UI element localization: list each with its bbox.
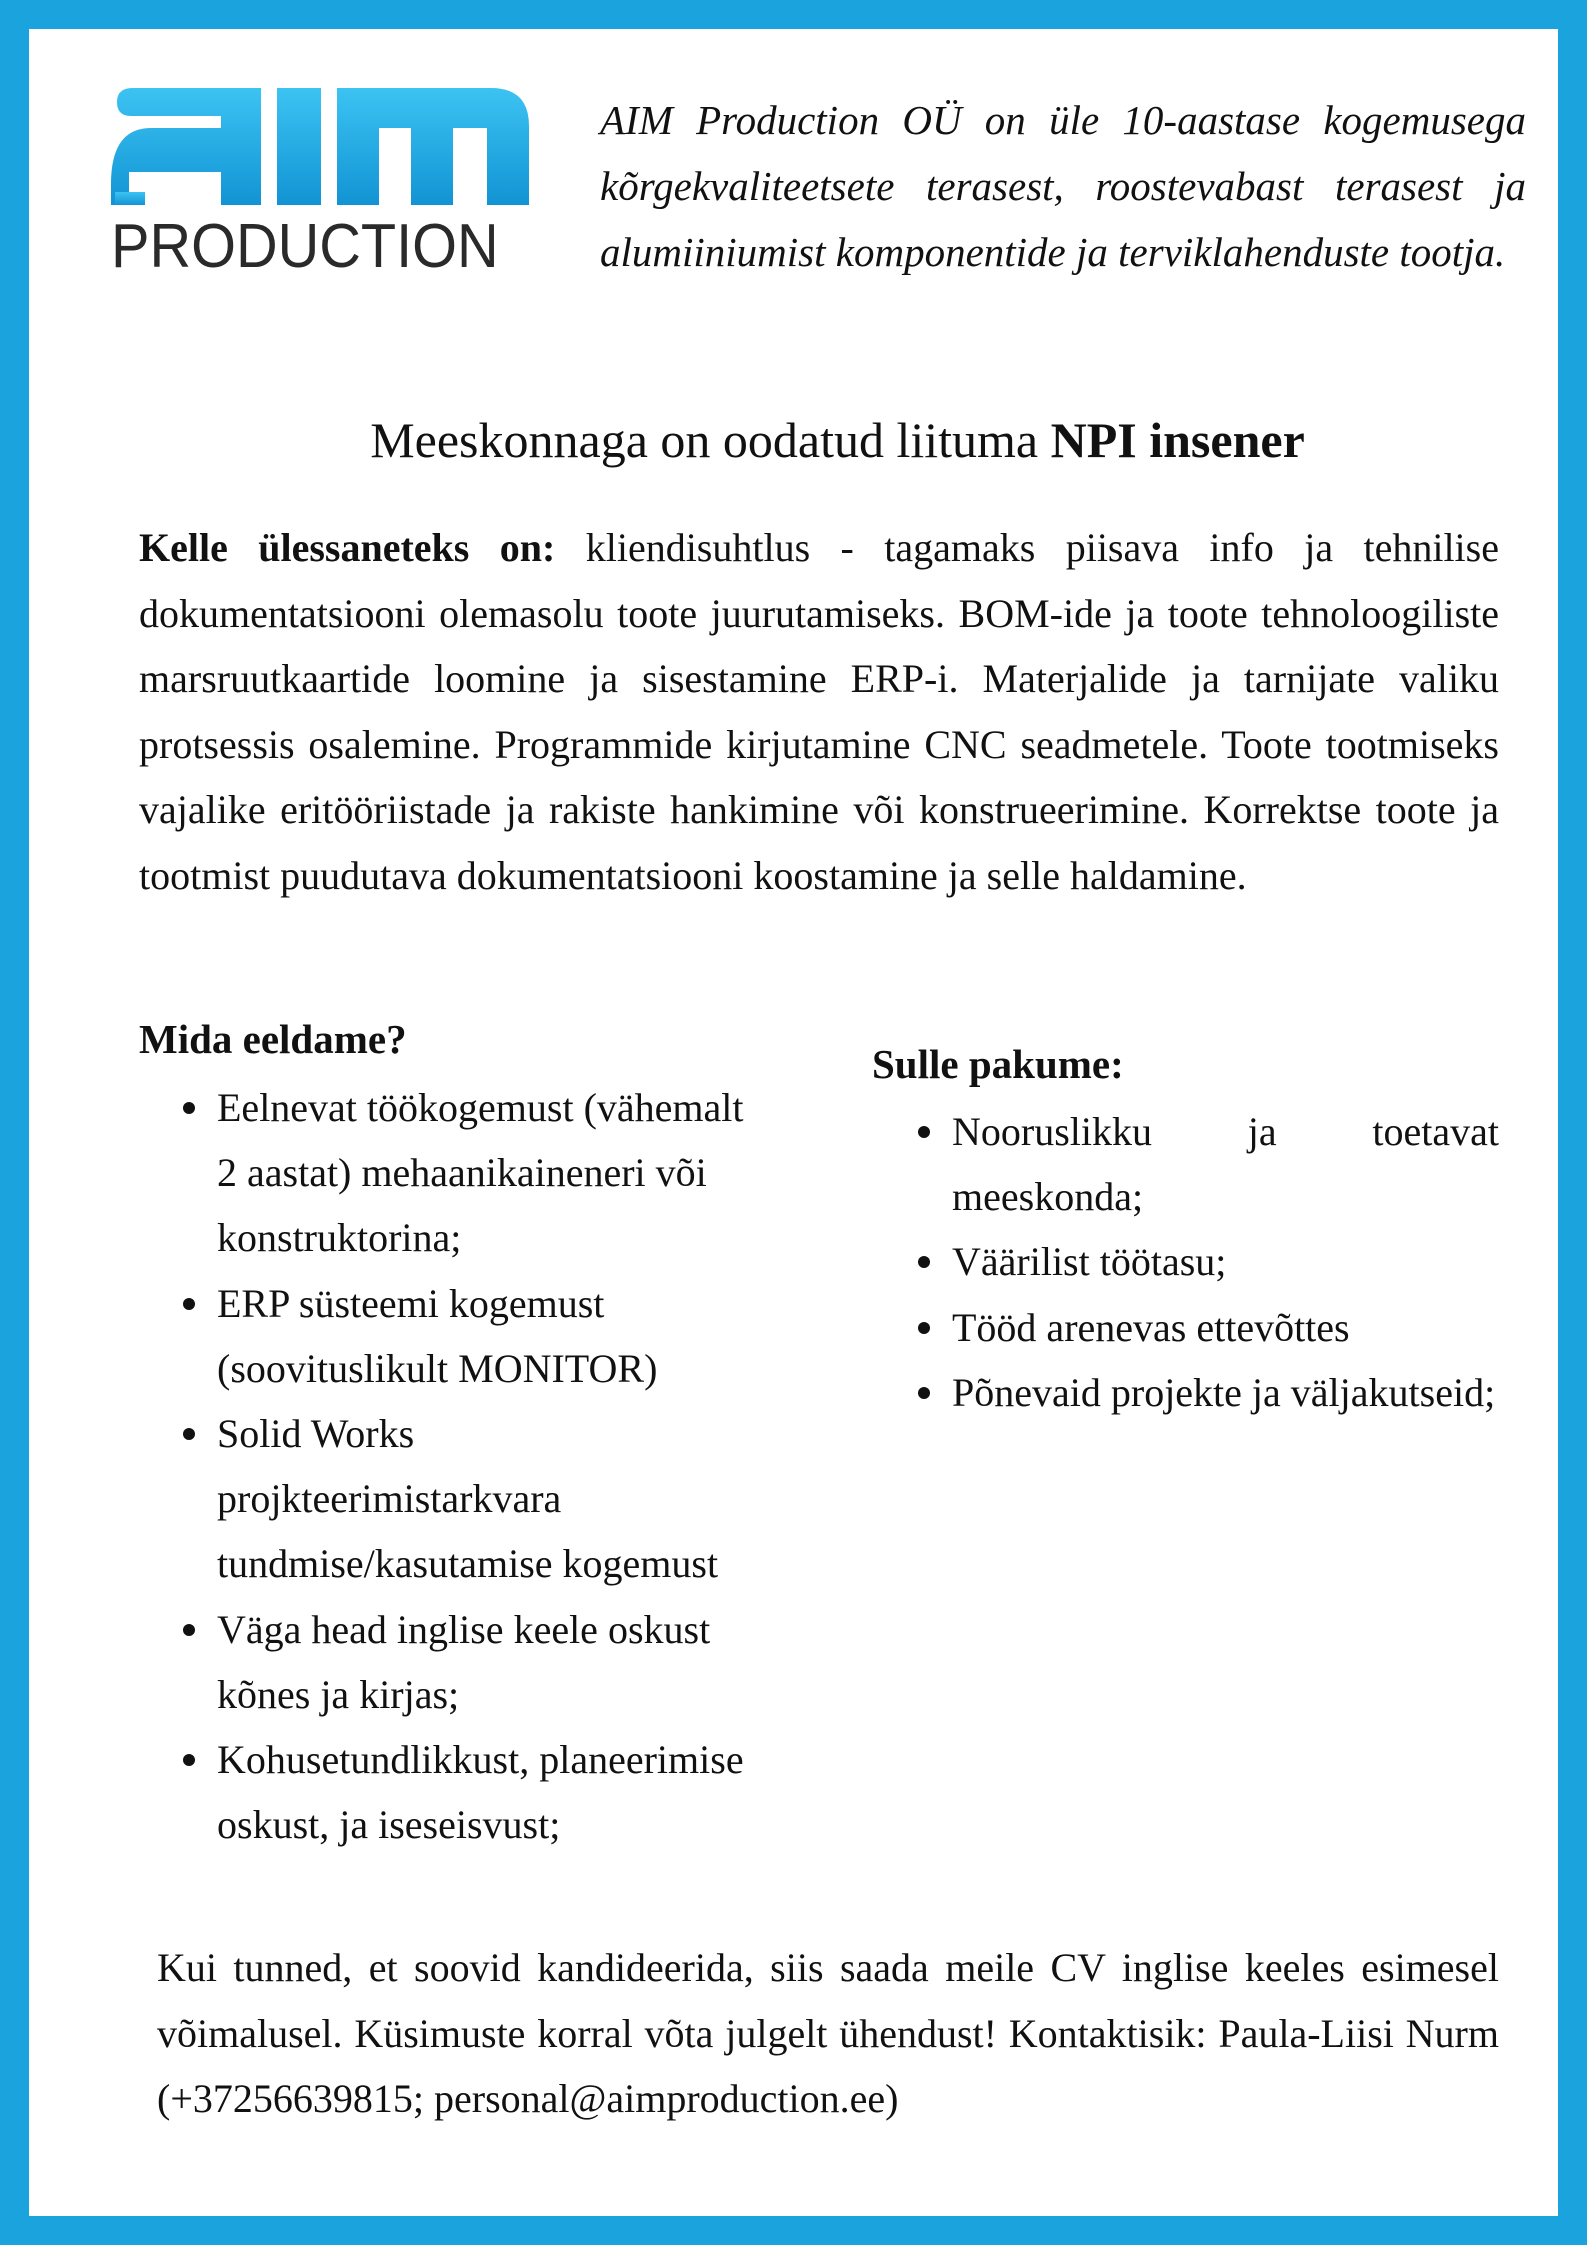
bullet-icon	[918, 1387, 930, 1399]
requirement-item	[139, 1597, 839, 1727]
offer-list	[896, 1099, 1499, 1425]
bullet-icon	[183, 1298, 195, 1310]
requirement-line: 2 aastat) mehaanikaineneri või	[217, 1150, 707, 1196]
aim-logo-mark	[111, 88, 531, 208]
offer-item	[896, 1099, 1499, 1229]
bullet-icon	[918, 1126, 930, 1138]
requirement-item	[139, 1271, 839, 1401]
requirement-line: ERP süsteemi kogemust	[217, 1280, 605, 1326]
offer-text: Tööd arenevas ettevõttes	[952, 1304, 1350, 1350]
requirement-item	[139, 1401, 839, 1597]
requirement-line: konstruktorina;	[217, 1215, 462, 1261]
closing-paragraph: Kui tunned, et soovid kandideerida, siis saada meile CV inglise keeles esimesel võimalusel. Küsimuste korral võta julgelt ühendust! Kontaktisik: Paula-Liisi Nurm (+37256639815; personal@aimproduction.ee)	[157, 1945, 1499, 2121]
heading-prefix: Meeskonnaga on oodatud liituma	[370, 412, 1051, 468]
requirement-line: oskust, ja iseseisvust;	[217, 1802, 561, 1848]
logo-wordmark: PRODUCTION	[111, 212, 499, 281]
offer-item	[896, 1229, 1499, 1294]
requirement-line: (soovituslikult MONITOR)	[217, 1345, 658, 1391]
requirement-line: kõnes ja kirjas;	[217, 1671, 460, 1717]
offer-text: Nooruslikku ja toetavat meeskonda;	[952, 1109, 1499, 1220]
requirement-line: Väga head inglise keele oskust	[217, 1606, 711, 1652]
bullet-icon	[183, 1754, 195, 1766]
job-position-title: NPI insener	[1050, 412, 1305, 468]
requirement-line: Eelnevat töökogemust (vähemalt	[217, 1085, 744, 1130]
job-heading	[29, 405, 1587, 475]
bullet-icon	[918, 1322, 930, 1334]
offer-item	[896, 1295, 1499, 1360]
company-logo	[111, 88, 531, 283]
requirement-line: Solid Works	[217, 1411, 415, 1457]
offer-text: Põnevaid projekte ja väljakutseid;	[952, 1369, 1496, 1415]
bullet-icon	[183, 1624, 195, 1636]
duties-label: Kelle ülessaneteks on:	[139, 525, 556, 570]
duties-text: kliendisuhtlus - tagamaks piisava info ja tehnilise dokumentatsiooni olemasolu toote juurutamiseks. BOM-ide ja toote tehnoloogiliste marsruutkaartide loomine ja sisestamine ERP-i. Materjalide ja tarnijate valiku protsessis osalemine. Programmide kirjutamine CNC seadmetele. Toote tootmiseks vajalike eritööriistade ja rakiste hankimine või konstrueerimine. Korrektse toote ja tootmist puudutava dokumentatsiooni koostamine ja selle haldamine.	[139, 525, 1499, 898]
requirement-item	[139, 1075, 839, 1271]
requirement-line: tundmise/kasutamise kogemust	[217, 1541, 719, 1587]
offer-text: Väärilist töötasu;	[952, 1239, 1227, 1285]
bullet-icon	[183, 1428, 195, 1440]
offer-item	[896, 1360, 1499, 1425]
requirements-list	[139, 1075, 839, 1857]
bullet-icon	[183, 1102, 195, 1114]
offer-title: Sulle pakume:	[872, 1041, 1124, 1087]
bullet-icon	[918, 1256, 930, 1268]
duties-paragraph	[139, 515, 1499, 908]
requirements-title: Mida eeldame?	[139, 1016, 407, 1062]
requirement-item	[139, 1727, 839, 1857]
company-intro: AIM Production OÜ on üle 10-aastase kogemusega kõrgekvaliteetsete terasest, roostevabast terasest ja alumiiniumist komponentide ja terviklahenduste tootja.	[600, 97, 1526, 275]
requirement-line: projkteerimistarkvara	[217, 1476, 562, 1522]
requirement-line: Kohusetundlikkust, planeerimise	[217, 1737, 744, 1783]
